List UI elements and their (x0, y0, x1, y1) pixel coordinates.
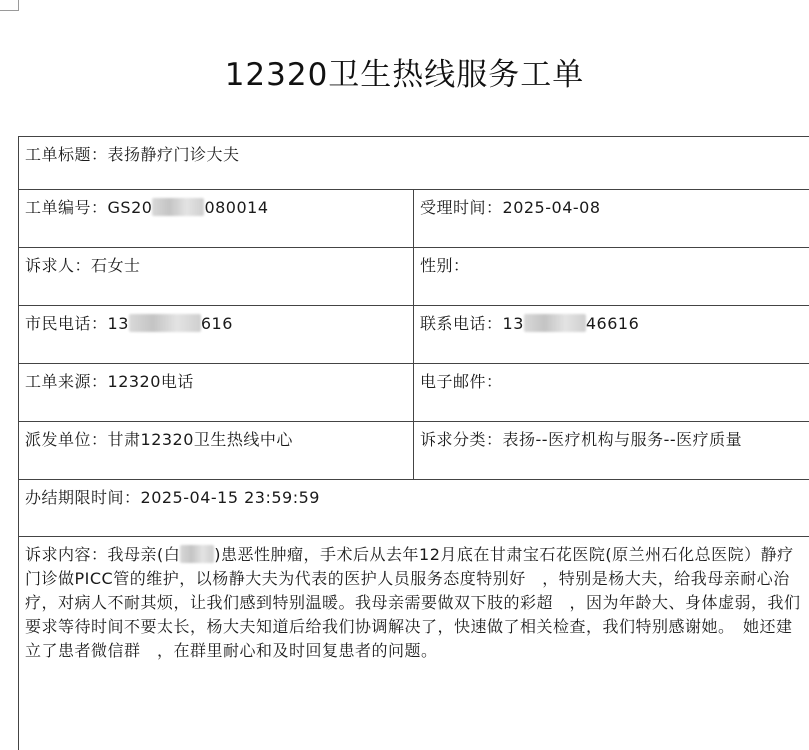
content-text-rest: )患恶性肿瘤，手术后从去年12月底在甘肃宝石花医院(原兰州石化总医院）静疗门诊做PICC管的维护，以杨静大夫为代表的医护人员服务态度特别好 ，特别是杨大夫，给我母亲耐心治疗，对病人不耐其烦，让我们感到特别温暖。我母亲需要做双下肢的彩超 ，因为年龄大、身体虚弱，我们要求等待时间不要太长，杨大夫知道后给我们协调解决了，快速做了相关检查，我们特别感谢她。 她还建立了患者微信群 ，在群里耐心和及时回复患者的问题。 (25, 545, 801, 660)
source-row (19, 364, 809, 422)
redaction-mask (180, 545, 214, 563)
citizen-phone-cell (19, 306, 414, 364)
citizen-phone-label: 市民电话： (25, 314, 108, 333)
petitioner-value: 石女士 (91, 256, 141, 275)
content-cell (19, 537, 809, 750)
document-title: 12320卫生热线服务工单 (224, 57, 585, 93)
category-label: 诉求分类： (420, 430, 503, 449)
accept-time-label: 受理时间： (420, 198, 503, 217)
dispatch-row (19, 422, 809, 480)
work-order-table (18, 136, 809, 750)
petitioner-cell (19, 248, 414, 306)
category-value: 表扬--医疗机构与服务--医疗质量 (502, 430, 743, 449)
dispatch-value: 甘肃12320卫生热线中心 (107, 430, 293, 449)
contact-phone-label: 联系电话： (420, 314, 503, 333)
deadline-value: 2025-04-15 23:59:59 (140, 488, 320, 507)
deadline-cell (19, 480, 809, 537)
redaction-mask (524, 314, 586, 332)
citizen-phone-prefix: 13 (107, 314, 129, 333)
contact-phone-prefix: 13 (502, 314, 524, 333)
dispatch-label: 派发单位： (25, 430, 108, 449)
phone-row (19, 306, 809, 364)
redaction-mask (152, 198, 204, 216)
contact-phone-suffix: 46616 (585, 314, 640, 333)
petitioner-row (19, 248, 809, 306)
content-text-start: 我母亲(白 (107, 545, 181, 564)
accept-time-value: 2025-04-08 (502, 198, 601, 217)
subject-label: 工单标题： (25, 145, 108, 164)
content-label: 诉求内容： (25, 545, 108, 564)
gender-cell (414, 248, 809, 306)
petitioner-label: 诉求人： (25, 256, 92, 275)
number-row (19, 190, 809, 248)
subject-cell (19, 137, 809, 190)
content-row (19, 537, 809, 750)
accept-time-cell (414, 190, 809, 248)
redaction-mask (129, 314, 201, 332)
category-cell (414, 422, 809, 480)
subject-row (19, 137, 809, 190)
number-prefix: GS20 (107, 198, 153, 217)
citizen-phone-suffix: 616 (200, 314, 233, 333)
page-corner-mark (0, 0, 19, 11)
email-cell (414, 364, 809, 422)
source-value: 12320电话 (107, 372, 194, 391)
gender-label: 性别： (420, 256, 470, 275)
contact-phone-cell (414, 306, 809, 364)
deadline-label: 办结期限时间： (25, 488, 141, 507)
dispatch-cell (19, 422, 414, 480)
subject-value: 表扬静疗门诊大夫 (107, 145, 240, 164)
number-label: 工单编号： (25, 198, 108, 217)
email-label: 电子邮件： (420, 372, 503, 391)
number-suffix: 080014 (204, 198, 269, 217)
source-cell (19, 364, 414, 422)
deadline-row (19, 480, 809, 537)
number-cell (19, 190, 414, 248)
source-label: 工单来源： (25, 372, 108, 391)
